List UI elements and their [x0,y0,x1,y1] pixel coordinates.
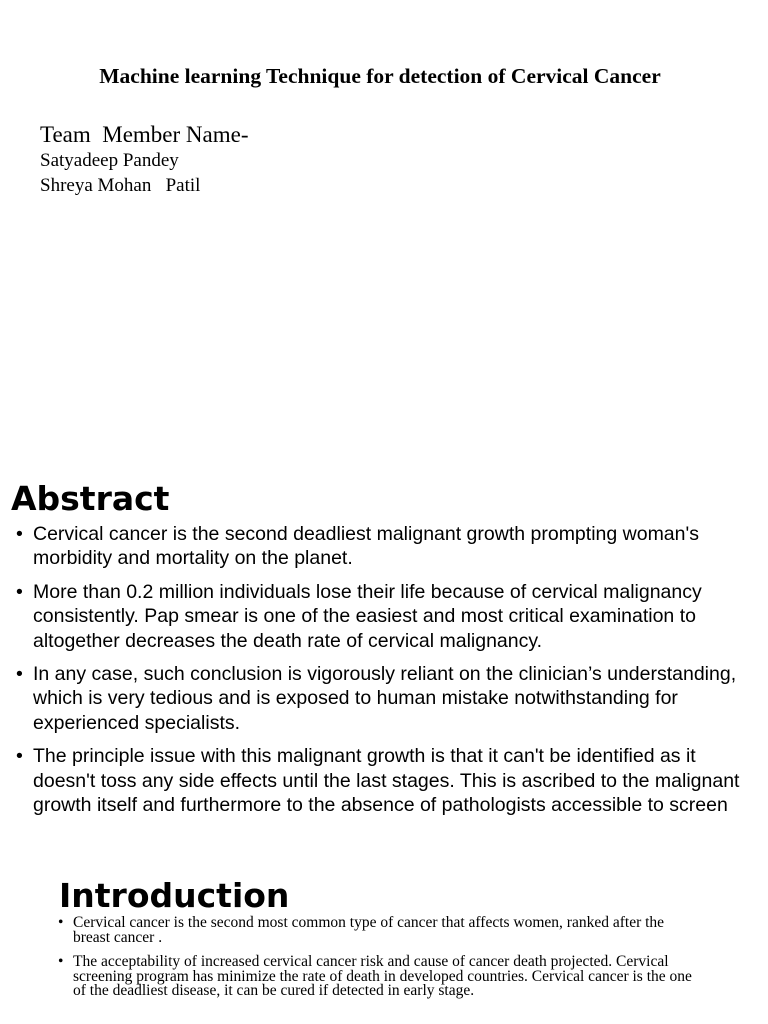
abstract-heading: Abstract [11,479,170,518]
bullet-icon: • [16,745,23,768]
bullet-icon: • [16,580,23,603]
document-title: Machine learning Technique for detection of Cervical Cancer [99,64,661,88]
bullet-icon: • [16,663,23,686]
abstract-bullet-text: In any case, such conclusion is vigorously reliant on the clinician’s understanding, which is very tedious and is exposed to human mistake notwithstanding for experienced specialists. [33,663,737,734]
introduction-heading: Introduction [59,876,290,915]
introduction-bullet-list [58,916,698,1009]
abstract-bullet-item [16,662,746,735]
introduction-bullet-text: Cervical cancer is the second most common type of cancer that affects women, ranked after the breast cancer . [73,914,665,946]
team-member-name: Shreya Mohan Patil [40,175,201,196]
introduction-bullet-text: The acceptability of increased cervical cancer risk and cause of cancer death projected. Cervical screening program has minimize the rate of death in developed countries. Cervical cancer is the one of the deadliest disease, it can be cured if detected in early stage. [73,953,692,999]
abstract-bullet-text: The principle issue with this malignant growth is that it can't be identified as it doesn't toss any side effects until the last stages. This is ascribed to the malignant growth itself and furthermore to the absence of pathologists accessible to screen [33,745,740,817]
abstract-bullet-text: Cervical cancer is the second deadliest malignant growth prompting woman's morbidity and mortality on the planet. [33,523,699,570]
introduction-bullet-item [58,955,698,999]
bullet-icon: • [16,523,23,545]
introduction-bullet-item [58,916,698,945]
abstract-bullet-item [16,744,746,817]
abstract-bullet-item [16,580,746,653]
team-member-name: Satyadeep Pandey [40,150,179,171]
abstract-bullet-text: More than 0.2 million individuals lose their life because of cervical malignancy consistently. Pap smear is one of the easiest and most critical examination to altogether decreases the death rate of cervical malignancy. [33,580,702,652]
abstract-bullet-list [16,522,746,826]
team-heading: Team Member Name- [40,122,249,147]
bullet-icon: • [58,914,64,931]
abstract-bullet-item [16,522,746,571]
bullet-icon: • [58,953,64,970]
